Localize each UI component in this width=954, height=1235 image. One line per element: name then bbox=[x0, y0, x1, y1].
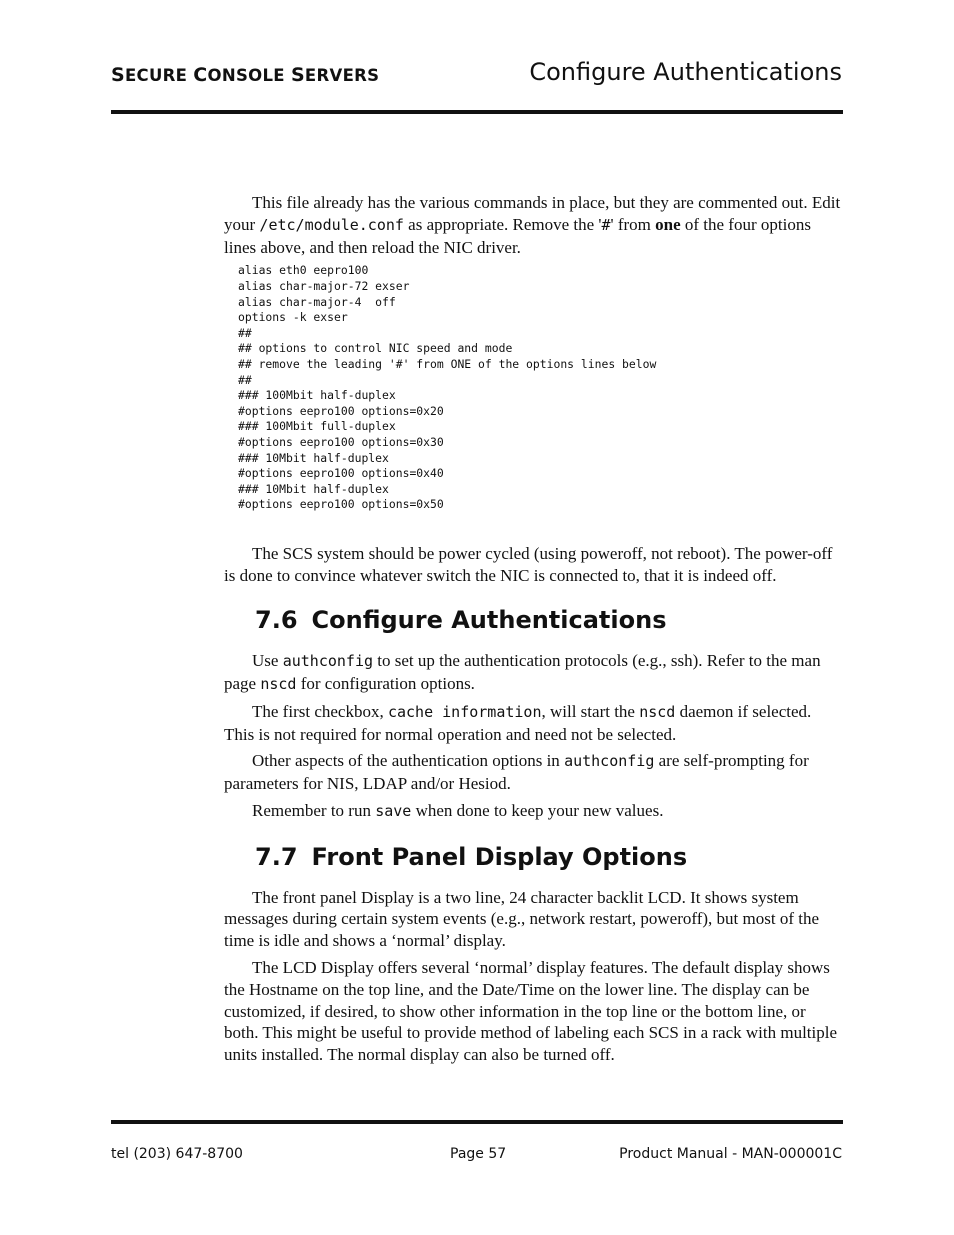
section-title: Front Panel Display Options bbox=[311, 842, 688, 871]
footer-page-number: Page 57 bbox=[450, 1146, 507, 1162]
other-aspects-paragraph bbox=[224, 750, 844, 795]
code-line: #options eepro100 options=0x30 bbox=[238, 434, 444, 449]
checkbox-paragraph bbox=[224, 701, 844, 746]
code-line: alias char-major-72 exser bbox=[238, 278, 410, 293]
code-line: alias eth0 eepro100 bbox=[238, 263, 369, 278]
inline-code: nscd bbox=[260, 675, 297, 694]
page-body bbox=[224, 192, 844, 1071]
text: when done to keep your new values. bbox=[411, 801, 664, 821]
footer-rule bbox=[111, 1120, 843, 1124]
inline-code: save bbox=[375, 802, 412, 821]
code-line: ### 100Mbit full-duplex bbox=[238, 419, 396, 434]
authconfig-paragraph bbox=[224, 650, 844, 696]
header-rule bbox=[111, 110, 843, 114]
code-line: alias char-major-4 off bbox=[238, 294, 396, 309]
section-heading-7-6 bbox=[255, 606, 844, 635]
inline-code: authconfig bbox=[564, 752, 655, 771]
power-cycle-paragraph: The SCS system should be power cycled (using poweroff, not reboot). The power-off is done to convince whatever switch the NIC is connected to, that it is indeed off. bbox=[224, 543, 833, 585]
code-line: #options eepro100 options=0x50 bbox=[238, 497, 444, 512]
text: for configuration options. bbox=[296, 674, 475, 694]
text: The first checkbox, bbox=[252, 701, 388, 721]
inline-code: cache information bbox=[387, 702, 542, 721]
inline-code: authconfig bbox=[282, 652, 374, 671]
section-heading-7-7 bbox=[255, 842, 844, 871]
text: as appropriate. Remove the ' bbox=[403, 214, 602, 234]
code-line: ### 10Mbit half-duplex bbox=[238, 481, 389, 496]
text: Other aspects of the authentication options in bbox=[252, 751, 565, 771]
lcd-display-paragraph: The LCD Display offers several ‘normal’ display features. The default display shows the Hostname on the top line, and the Date/Time on the lower line. The display can be customized, if desired, to show other information in the top line or the bottom line, or both. This might be useful to provide method of labeling each SCS in a rack with multiple units installed. The normal display can also be turned off. bbox=[224, 958, 838, 1065]
bold-text: one bbox=[655, 214, 681, 234]
inline-code: # bbox=[601, 215, 611, 234]
text: Use bbox=[252, 651, 283, 671]
footer-manual-id: Product Manual - MAN-000001C bbox=[619, 1146, 842, 1162]
text: ' from bbox=[610, 214, 656, 234]
section-title: Configure Authentications bbox=[311, 606, 667, 635]
header-brand: SECURE CONSOLE SERVERS bbox=[111, 64, 380, 86]
code-block bbox=[238, 263, 844, 513]
code-line: ## remove the leading '#' from ONE of the options lines below bbox=[238, 356, 657, 371]
text: , will start the bbox=[541, 701, 640, 721]
code-line: ### 10Mbit half-duplex bbox=[238, 450, 389, 465]
header-section-title: Configure Authentications bbox=[529, 58, 842, 86]
text: This file already has the various commands in place, but they are commented out. Edit your bbox=[224, 193, 841, 234]
save-paragraph bbox=[224, 800, 844, 823]
section-number: 7.7 bbox=[255, 842, 298, 871]
section-number: 7.6 bbox=[255, 606, 298, 635]
code-line: #options eepro100 options=0x20 bbox=[238, 403, 444, 418]
code-line: ## options to control NIC speed and mode bbox=[238, 341, 513, 356]
text: Remember to run bbox=[252, 801, 376, 821]
text: daemon if selected. This is not required for normal operation and need not be selected. bbox=[224, 701, 812, 744]
code-line: ## bbox=[238, 372, 252, 387]
footer-phone: tel (203) 647-8700 bbox=[111, 1146, 243, 1162]
inline-code: nscd bbox=[639, 702, 676, 721]
code-line: ### 100Mbit half-duplex bbox=[238, 388, 396, 403]
intro-paragraph bbox=[224, 192, 844, 258]
text: are self-prompting for parameters for NIS, LDAP and/or Hesiod. bbox=[224, 751, 809, 794]
text: of the four options lines above, and then reload the NIC driver. bbox=[224, 214, 811, 257]
inline-code: /etc/module.conf bbox=[259, 215, 404, 234]
front-panel-paragraph: The front panel Display is a two line, 24 character backlit LCD. It shows system messages during certain system events (e.g., network restart, poweroff), but most of the time is idle and shows a ‘normal’ display. bbox=[224, 887, 819, 951]
code-line: #options eepro100 options=0x40 bbox=[238, 466, 444, 481]
code-line: ## bbox=[238, 325, 252, 340]
text: to set up the authentication protocols (e.g., ssh). Refer to the man page bbox=[224, 651, 821, 694]
code-line: options -k exser bbox=[238, 310, 348, 325]
